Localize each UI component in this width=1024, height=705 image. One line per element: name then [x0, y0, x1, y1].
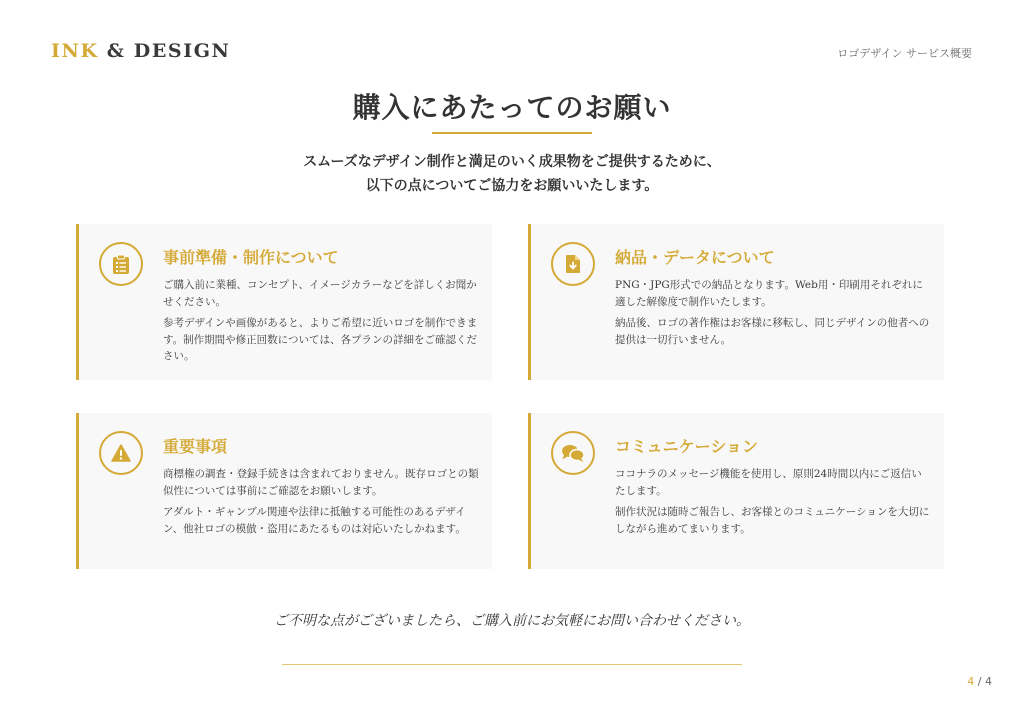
- card-title: 重要事項: [163, 437, 228, 456]
- card-paragraph: 納品後、ロゴの著作権はお客様に移転し、同じデザインの他者への提供は一切行いません。: [615, 317, 930, 346]
- title-underline: [432, 132, 592, 134]
- brand-primary: INK: [51, 40, 99, 62]
- card-paragraph: 参考デザインや画像があると、よりご希望に近いロゴを制作できます。制作期間や修正回数については、各プランの詳細をご確認ください。: [163, 317, 478, 362]
- brand-logo: [51, 40, 231, 62]
- card-body: [615, 466, 931, 542]
- card-paragraph: アダルト・ギャンブル関連や法律に抵触する可能性のあるデザイン、他社ロゴの模倣・盗用にあたるものは対応いたしかねます。: [163, 506, 466, 535]
- card-title: コミュニケーション: [615, 437, 759, 456]
- card-communication: [528, 413, 944, 569]
- card-title: 納品・データについて: [615, 248, 775, 267]
- card-title: 事前準備・制作について: [163, 248, 339, 267]
- document-label: ロゴデザイン サービス概要: [837, 47, 972, 60]
- chat-bubbles-icon: [551, 431, 595, 475]
- file-download-icon: [551, 242, 595, 286]
- warning-icon: [99, 431, 143, 475]
- card-paragraph: 商標権の調査・登録手続きは含まれておりません。既存ロゴとの類似性については事前にご確認をお願いします。: [163, 468, 479, 497]
- card-paragraph: PNG・JPG形式での納品となります。Web用・印刷用それぞれに適した解像度で制作いたします。: [615, 279, 923, 308]
- card-paragraph: ココナラのメッセージ機能を使用し、原則24時間以内にご返信いたします。: [615, 468, 922, 497]
- card-delivery: [528, 224, 944, 380]
- closing-message: ご不明な点がございましたら、ご購入前にお気軽にお問い合わせください。: [274, 613, 750, 629]
- card-preparation: [76, 224, 492, 380]
- footer-divider: [282, 664, 742, 665]
- card-body: [163, 466, 479, 542]
- intro-line-2: 以下の点についてご協力をお願いいたします。: [365, 178, 659, 194]
- page-total: / 4: [977, 675, 992, 688]
- card-paragraph: 制作状況は随時ご報告し、お客様とのコミュニケーションを大切にしながら進めてまいります。: [615, 506, 930, 535]
- clipboard-list-icon: [99, 242, 143, 286]
- page-current: 4: [967, 675, 975, 688]
- intro-text: [0, 150, 1024, 198]
- brand-secondary: & DESIGN: [106, 40, 231, 62]
- page-title: 購入にあたってのお願い: [352, 91, 672, 124]
- intro-line-1: スムーズなデザイン制作と満足のいく成果物をご提供するために、: [303, 154, 721, 170]
- card-paragraph: ご購入前に業種、コンセプト、イメージカラーなどを詳しくお聞かせください。: [163, 279, 477, 308]
- card-body: [615, 277, 931, 353]
- page-number: [967, 675, 992, 688]
- card-important: [76, 413, 492, 569]
- card-body: [163, 277, 479, 370]
